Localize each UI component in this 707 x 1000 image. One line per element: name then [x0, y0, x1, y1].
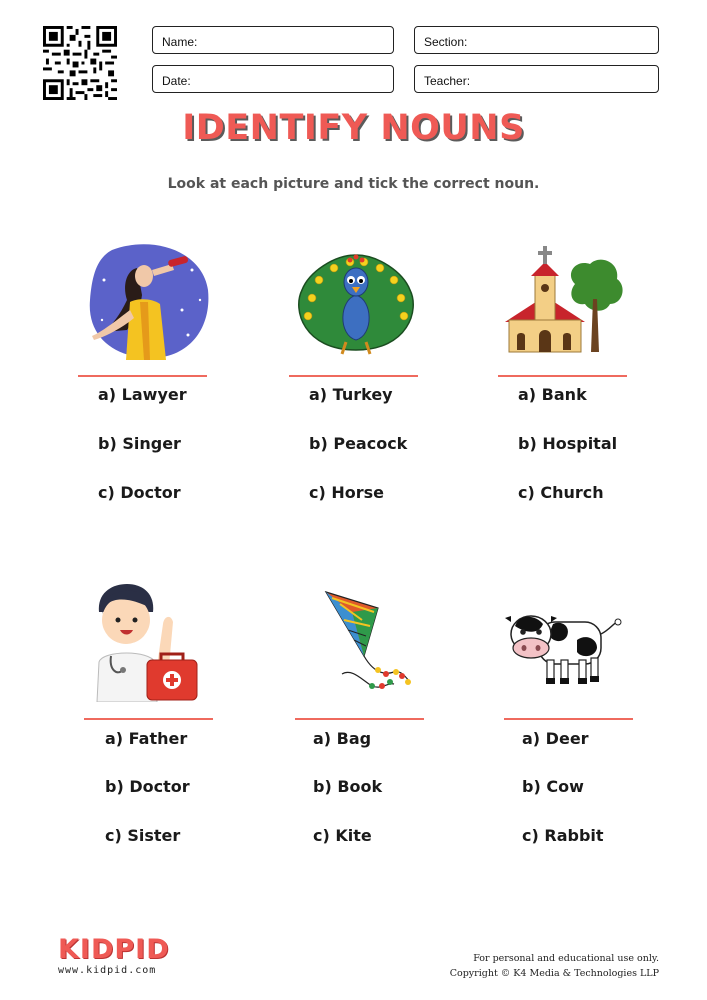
usage-notice: For personal and educational use only.: [473, 953, 659, 964]
teacher-label: Teacher:: [424, 74, 471, 88]
name-label: Name:: [162, 35, 198, 49]
option-q5-a[interactable]: a) Bag: [313, 729, 372, 748]
date-field[interactable]: [152, 65, 394, 93]
doctor-picture: [93, 584, 199, 702]
instruction-text: Look at each picture and tick the correct noun.: [167, 176, 540, 192]
option-q4-c[interactable]: c) Sister: [105, 826, 181, 845]
copyright-notice: Copyright © K4 Media & Technologies LLP: [449, 968, 659, 979]
kidpid-logo: [58, 934, 170, 976]
option-q1-a[interactable]: a) Lawyer: [98, 385, 187, 404]
kite-picture: [322, 590, 414, 698]
answer-line: [504, 718, 633, 720]
answer-line: [498, 375, 627, 377]
option-q1-c[interactable]: c) Doctor: [98, 483, 181, 502]
name-field[interactable]: [152, 26, 394, 54]
option-q6-a[interactable]: a) Deer: [522, 729, 589, 748]
church-picture: [505, 244, 627, 354]
date-label: Date:: [162, 74, 191, 88]
option-q5-c[interactable]: c) Kite: [313, 826, 372, 845]
option-q6-c[interactable]: c) Rabbit: [522, 826, 604, 845]
peacock-picture: [294, 250, 418, 360]
answer-line: [289, 375, 418, 377]
option-q4-b[interactable]: b) Doctor: [105, 777, 190, 796]
option-q5-b[interactable]: b) Book: [313, 777, 383, 796]
option-q2-a[interactable]: a) Turkey: [309, 385, 393, 404]
option-q1-b[interactable]: b) Singer: [98, 434, 181, 453]
logo-text: KIDPID: [58, 934, 170, 965]
qr-code: [42, 26, 118, 100]
answer-line: [84, 718, 213, 720]
option-q2-c[interactable]: c) Horse: [309, 483, 385, 502]
page-title: IDENTIFY NOUNS: [182, 108, 525, 148]
website-url: www.kidpid.com: [58, 965, 157, 976]
answer-line: [78, 375, 207, 377]
option-q3-b[interactable]: b) Hospital: [518, 434, 618, 453]
option-q2-b[interactable]: b) Peacock: [309, 434, 408, 453]
option-q6-b[interactable]: b) Cow: [522, 777, 584, 796]
answer-line: [295, 718, 424, 720]
section-label: Section:: [424, 35, 468, 49]
footer-notice: [450, 951, 659, 981]
singer-picture: [82, 240, 214, 362]
teacher-field[interactable]: [414, 65, 659, 93]
section-field[interactable]: [414, 26, 659, 54]
cow-picture: [505, 604, 627, 686]
option-q3-c[interactable]: c) Church: [518, 483, 604, 502]
option-q4-a[interactable]: a) Father: [105, 729, 188, 748]
option-q3-a[interactable]: a) Bank: [518, 385, 587, 404]
